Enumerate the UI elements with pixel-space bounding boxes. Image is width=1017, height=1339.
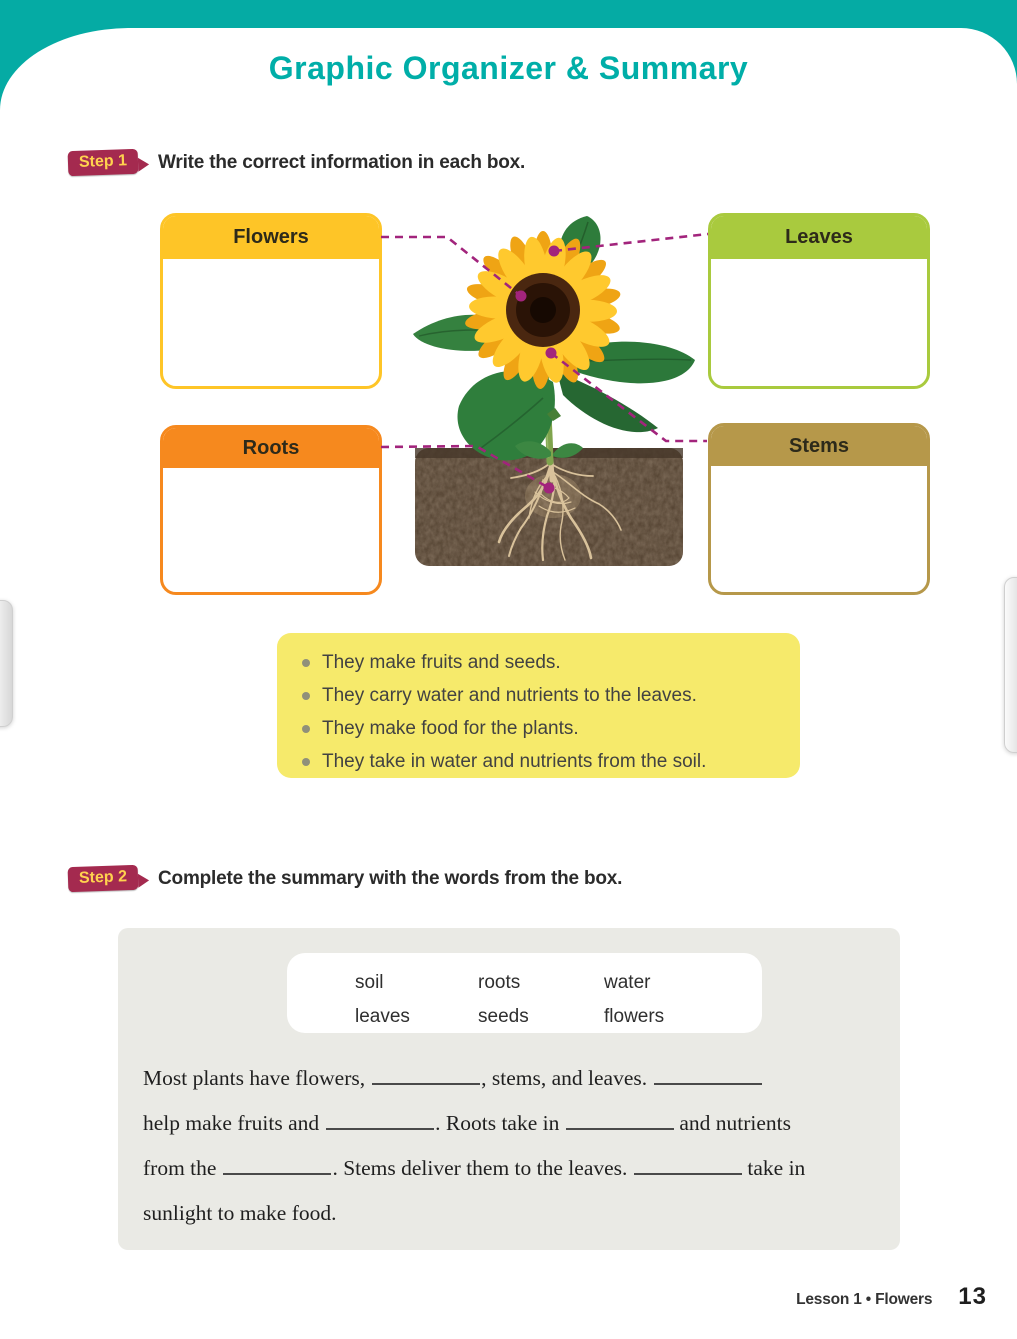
bullet-icon [302,758,310,766]
word-bank [287,953,762,1033]
stems-box-label: Stems [788,434,850,457]
page-title: Graphic Organizer & Summary [268,50,749,86]
page-footer [796,1283,987,1311]
step1-row [68,150,525,175]
step1-badge [68,149,139,176]
leaves-box-label: Leaves [785,226,853,248]
flowers-box [160,213,382,389]
summary-segment: help make fruits and [143,1111,320,1135]
step-arrow-icon [138,157,149,171]
bullet-icon [302,659,310,667]
bullet-icon [302,725,310,733]
plant-photo [403,210,703,575]
flowers-box-label: Flowers [233,226,309,248]
summary-panel [118,928,900,1250]
hint-item [302,679,800,712]
hint-text: They take in water and nutrients from the soil. [322,750,707,772]
sunflower-illustration [403,210,703,575]
hint-item [302,646,800,679]
fill-blank [634,1161,742,1175]
hint-item [302,712,800,745]
stems-box-header [711,426,927,466]
summary-segment: . Roots take in [435,1111,560,1135]
summary-line [143,1056,888,1101]
fill-blank [566,1116,674,1130]
hint-text: They carry water and nutrients to the leaves. [322,684,697,706]
word-bank-word: roots [478,972,521,993]
fill-blank [223,1161,331,1175]
step2-instruction: Complete the summary with the words from the box. [158,867,623,889]
summary-line [143,1101,888,1146]
word-bank-word: seeds [478,1006,529,1027]
step-arrow-icon [138,873,149,887]
word-bank-word: soil [355,972,384,993]
leaves-box [708,213,930,389]
lesson-label: Lesson 1 • Flowers [796,1291,933,1308]
hint-text: They make fruits and seeds. [322,651,561,673]
summary-segment: . Stems deliver them to the leaves. [332,1156,628,1180]
word-bank-row [355,1000,762,1034]
step2-row [68,866,622,891]
word-bank-word: water [604,972,651,993]
summary-segment: sunlight to make food. [143,1201,337,1225]
word-bank-word: flowers [604,1006,665,1027]
hint-item [302,745,800,778]
summary-segment: from the [143,1156,217,1180]
page-number: 13 [958,1283,987,1310]
word-bank-word: leaves [355,1006,410,1027]
hint-text: They make food for the plants. [322,717,579,739]
flowers-box-header [163,216,379,259]
leaves-box-header [711,216,927,259]
roots-box-header [163,428,379,468]
page-nav-tab-left[interactable] [0,600,13,727]
roots-box-label: Roots [242,436,300,459]
summary-segment: , stems, and leaves. [481,1066,648,1090]
summary-line [143,1146,888,1191]
fill-blank [654,1071,762,1085]
roots-box [160,425,382,595]
hints-box [277,633,800,778]
stems-box [708,423,930,595]
step2-badge [68,865,139,892]
bullet-icon [302,692,310,700]
fill-blank [372,1071,480,1085]
summary-segment: take in [747,1156,806,1180]
word-bank-row [355,966,762,1000]
fill-blank [326,1116,434,1130]
summary-segment: Most plants have flowers, [143,1066,366,1090]
summary-segment: and nutrients [679,1111,792,1135]
step2-badge-label: Step 2 [78,868,128,887]
summary-text [143,1056,888,1236]
page-nav-tab-right[interactable] [1004,577,1017,753]
step1-badge-label: Step 1 [78,152,128,171]
summary-line [143,1191,888,1236]
step1-instruction: Write the correct information in each box. [158,151,526,173]
